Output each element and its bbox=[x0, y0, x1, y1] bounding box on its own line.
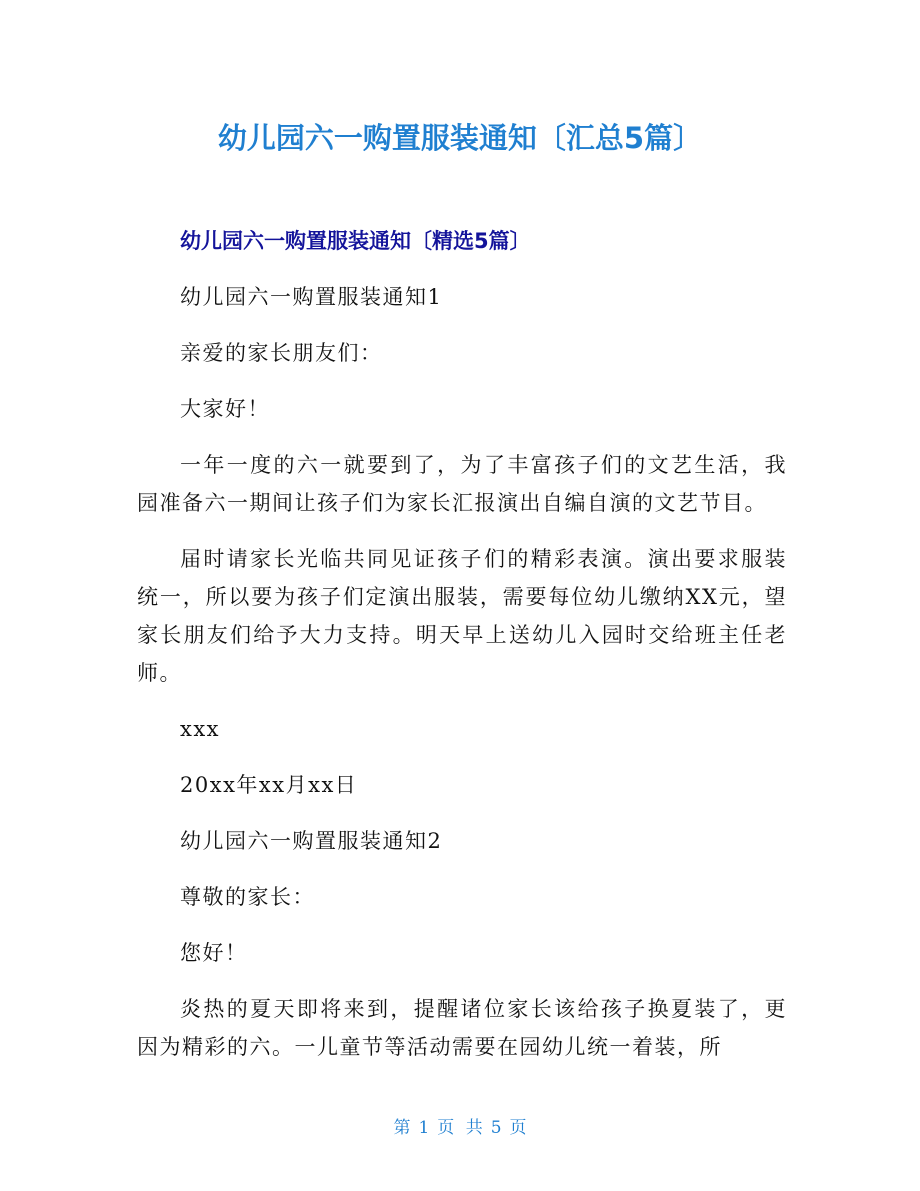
paragraph-notice-2-heading: 幼儿园六一购置服装通知2 bbox=[180, 829, 443, 853]
document-body bbox=[137, 278, 787, 1066]
paragraph-intro: 一年一度的六一就要到了，为了丰富孩子们的文艺生活，我园准备六一期间让孩子们为家长汇报演出自编自演的文艺节目。 bbox=[137, 453, 787, 515]
footer-mid: 页 共 bbox=[437, 1118, 483, 1138]
paragraph-hello: 大家好！ bbox=[180, 397, 270, 421]
footer-total-pages: 5 bbox=[490, 1118, 502, 1138]
paragraph-costume-request: 届时请家长光临共同见证孩子们的精彩表演。演出要求服装统一，所以要为孩子们定演出服装，需要每位幼儿缴纳XX元，望家长朋友们给予大力支持。明天早上送幼儿入园时交给班主任老师。 bbox=[137, 547, 787, 685]
paragraph-hello-2: 您好！ bbox=[180, 941, 248, 965]
footer-prefix: 第 bbox=[393, 1118, 411, 1138]
page-footer bbox=[0, 1113, 920, 1138]
paragraph-summer-notice: 炎热的夏天即将来到，提醒诸位家长该给孩子换夏装了，更因为精彩的六。一儿童节等活动需要在园幼儿统一着装，所 bbox=[137, 997, 787, 1059]
paragraph-signature: xxx bbox=[180, 717, 221, 741]
footer-suffix: 页 bbox=[509, 1118, 527, 1138]
section-subtitle: 幼儿园六一购置服装通知〔精选5篇〕 bbox=[180, 229, 531, 253]
paragraph-greeting-parents: 亲爱的家长朋友们： bbox=[180, 341, 383, 365]
paragraph-notice-1-heading: 幼儿园六一购置服装通知1 bbox=[180, 285, 443, 309]
paragraph-date: 20xx年xx月xx日 bbox=[180, 773, 358, 797]
paragraph-dear-parents: 尊敬的家长： bbox=[180, 885, 315, 909]
document-title: 幼儿园六一购置服装通知〔汇总5篇〕 bbox=[217, 121, 703, 155]
footer-current-page: 1 bbox=[418, 1118, 430, 1138]
